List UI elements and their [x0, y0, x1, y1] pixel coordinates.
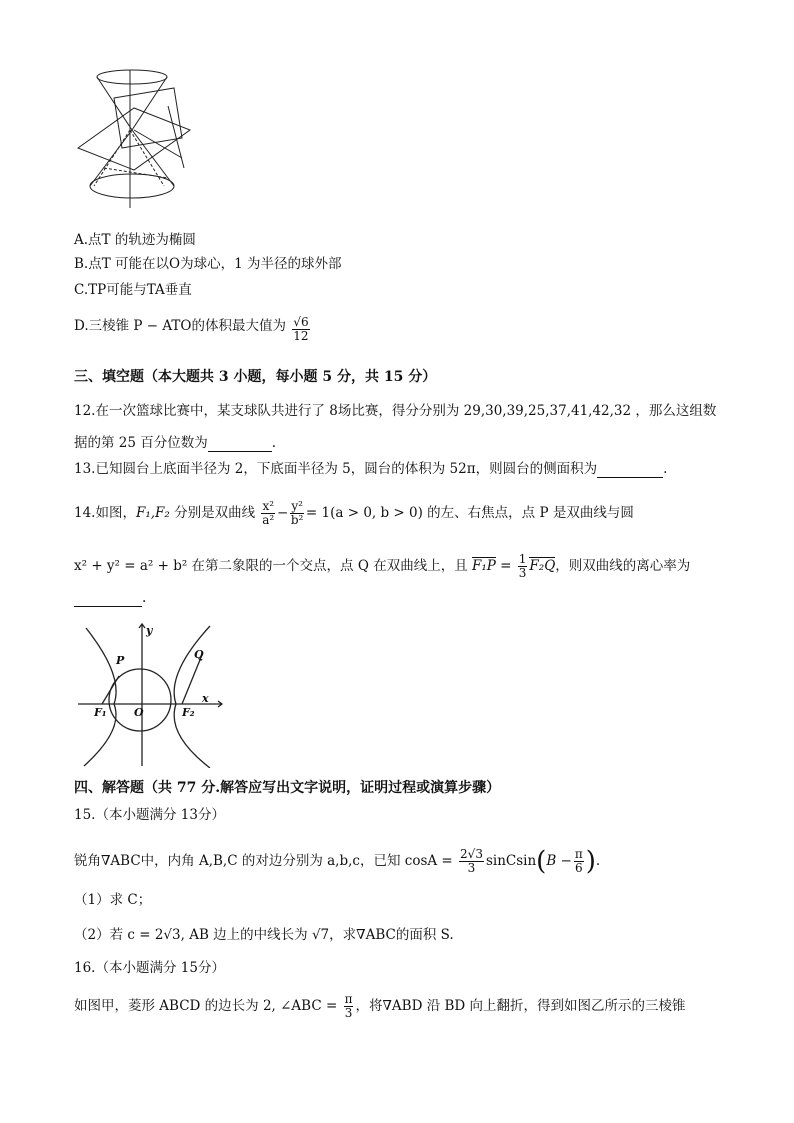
- minus-sign: −: [277, 505, 289, 521]
- fraction-numerator: y²: [291, 499, 303, 513]
- q14-text-2: = 1(a > 0, b > 0) 的左、右焦点，点 P 是双曲线与圆: [305, 505, 634, 521]
- q13-text: 13.已知圆台上底面半径为 2，下底面半径为 5，圆台的体积为 52π，则圆台的侧面积为: [74, 461, 598, 477]
- hyperbola-diagram: [74, 618, 236, 768]
- pi-over-6: [574, 848, 584, 875]
- q15-stem: [74, 848, 600, 875]
- q14-intro: 14.如图，: [74, 505, 136, 521]
- f1-label: F₁: [94, 706, 107, 719]
- cone-figure: [74, 68, 196, 210]
- fraction-denominator: 3: [344, 1006, 353, 1020]
- fraction-denominator: 12: [293, 329, 309, 343]
- q16-text: 如图甲，菱形 ABCD 的边长为 2, ∠ABC =: [74, 998, 338, 1014]
- equals-sign: =: [495, 558, 516, 574]
- fraction-denominator: 3: [467, 861, 476, 875]
- x2-over-a2: [261, 500, 275, 527]
- q16-stem: [74, 993, 686, 1020]
- fraction-numerator: √6: [293, 315, 309, 329]
- option-d-text: D.三棱锥 P − ATO的体积最大值为: [74, 318, 286, 334]
- f2-label: F₂: [182, 706, 195, 719]
- origin-label: O: [134, 706, 144, 719]
- q14-text: 分别是双曲线: [169, 505, 256, 521]
- option-a: A.点T 的轨迹为椭圆: [74, 232, 196, 248]
- section-4-heading: 四、解答题（共 77 分.解答应写出文字说明，证明过程或演算步骤）: [74, 780, 501, 796]
- pi-over-3: [344, 993, 354, 1020]
- fraction-numerator: π: [344, 992, 353, 1006]
- x-axis-label: x: [202, 692, 209, 705]
- point-q-label: Q: [194, 648, 204, 661]
- fraction-numerator: 1: [518, 552, 527, 566]
- hyperbola-figure: [74, 618, 236, 768]
- q15-period: .: [595, 853, 601, 869]
- q12-line2: [74, 434, 276, 452]
- answer-blank[interactable]: [597, 463, 663, 478]
- b-minus: B −: [546, 853, 572, 869]
- vector-f2q: F₂Q: [529, 558, 556, 574]
- cone-diagram: [74, 68, 196, 210]
- section-3-heading: 三、填空题（本大题共 3 小题，每小题 5 分，共 15 分）: [74, 369, 437, 385]
- q15-part2: （2）若 c = 2√3, AB 边上的中线长为 √7，求∇ABC的面积 S.: [74, 927, 454, 943]
- y-axis-label: y: [146, 624, 153, 637]
- q13-period: .: [663, 461, 668, 477]
- q14-question: ，则双曲线的离心率为: [555, 558, 691, 574]
- left-paren: (: [536, 846, 547, 877]
- q12-period: .: [271, 435, 277, 451]
- vector-f1p: F₁P: [472, 558, 496, 574]
- option-b: B.点T 可能在以O为球心，1 为半径的球外部: [74, 256, 342, 272]
- q15-text: 锐角∇ABC中，内角 A,B,C 的对边分别为 a,b,c，已知 cosA =: [74, 853, 453, 869]
- option-d: [74, 316, 312, 343]
- q15-title: 15.（本小题满分 13分）: [74, 807, 225, 823]
- fraction-numerator: 2√3: [460, 847, 483, 861]
- y2-over-b2: [290, 500, 304, 527]
- q16-title: 16.（本小题满分 15分）: [74, 960, 225, 976]
- two-root3-over-3: [459, 848, 484, 875]
- q15-part1: （1）求 C；: [74, 892, 152, 908]
- q16-text-2: ，将∇ABD 沿 BD 向上翻折，得到如图乙所示的三棱锥: [355, 998, 686, 1014]
- q14-circle-text: x² + y² = a² + b² 在第二象限的一个交点，点 Q 在双曲线上，且: [74, 558, 472, 574]
- q14-line3: [74, 589, 146, 607]
- fraction-denominator: b²: [290, 513, 304, 527]
- answer-blank[interactable]: [208, 437, 272, 452]
- right-paren: ): [585, 846, 596, 877]
- q12-line1: 12.在一次篮球比赛中，某支球队共进行了 8场比赛，得分分别为 29,30,39,25,37,41,42,32 ，那么这组数: [74, 403, 717, 419]
- fraction-denominator: a²: [262, 513, 275, 527]
- q12-text: 据的第 25 百分位数为: [74, 435, 208, 451]
- q13-line: [74, 460, 667, 478]
- q14-foci: F₁,F₂: [135, 505, 170, 521]
- option-d-fraction: [292, 316, 309, 343]
- answer-blank[interactable]: [74, 592, 142, 607]
- sin-text: sinCsin: [485, 853, 537, 869]
- point-p-label: P: [116, 654, 125, 667]
- fraction-denominator: 6: [574, 861, 583, 875]
- fraction-numerator: x²: [262, 499, 275, 513]
- fraction-numerator: π: [574, 847, 583, 861]
- q14-period: .: [142, 590, 147, 606]
- fraction-denominator: 3: [518, 566, 527, 580]
- q14-line1: [74, 500, 634, 527]
- option-c: C.TP可能与TA垂直: [74, 282, 192, 298]
- q14-line2: [74, 553, 690, 580]
- one-third: [518, 553, 528, 580]
